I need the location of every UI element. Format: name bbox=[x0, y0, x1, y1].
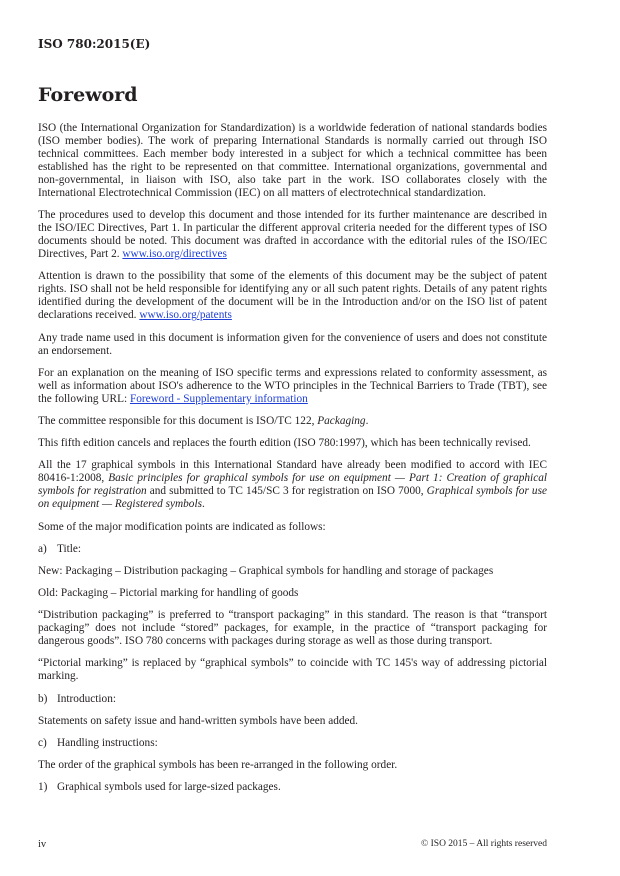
text-run: The procedures used to develop this document and those intended for its further maintenance are described in the ISO/IEC Directives, Part 1. In particular the different approval criteria needed for the different types of ISO documents should be noted. This document was drafted in accordance with the editorial rules of the ISO/IEC Directives, Part 2. bbox=[38, 209, 547, 261]
document-id-header: ISO 780:2015(E) bbox=[38, 37, 151, 51]
text-run: ISO (the International Organization for Standardization) is a worldwide federation of national standards bodies (ISO member bodies). The work of preparing International Standards is normally carried out through ISO technical committees. Each member body interested in a subject for which a technical committee has been established has the right to be represented on that committee. International organizations, governmental and non-governmental, in liaison with ISO, also take part in the work. ISO collaborates closely with the International Electrotechnical Commission (IEC) on all matters of electrotechnical standardization. bbox=[38, 122, 547, 199]
list-item bbox=[38, 543, 547, 556]
paragraph bbox=[38, 657, 547, 683]
text-run: For an explanation on the meaning of ISO specific terms and expressions related to conformity assessment, as well as information about ISO's adherence to the WTO principles in the Technical Barriers to Trade (TBT), see the following URL: bbox=[38, 366, 547, 405]
text-run: Statements on safety issue and hand-written symbols have been added. bbox=[38, 714, 358, 727]
list-item bbox=[38, 781, 547, 794]
foreword-body bbox=[38, 122, 547, 804]
paragraph bbox=[38, 521, 547, 534]
paragraph bbox=[38, 437, 547, 450]
paragraph bbox=[38, 415, 547, 428]
list-label: b) bbox=[38, 692, 48, 705]
paragraph bbox=[38, 459, 547, 511]
hyperlink[interactable]: www.iso.org/directives bbox=[122, 248, 227, 261]
list-label: 1) bbox=[38, 781, 48, 794]
text-run: The order of the graphical symbols has been re-arranged in the following order. bbox=[38, 759, 398, 772]
text-run: and submitted to TC 145/SC 3 for registration on ISO 7000, bbox=[146, 485, 427, 498]
text-run: Attention is drawn to the possibility that some of the elements of this document may be the subject of patent rights. ISO shall not be held responsible for identifying any or all such patent rights. Details of any patent rights identified during the development of the document will be in the Introduction and/or on the ISO list of patent declarations received. bbox=[38, 270, 547, 322]
page-number: iv bbox=[38, 839, 47, 850]
text-run: . bbox=[365, 414, 369, 427]
copyright-notice: © ISO 2015 – All rights reserved bbox=[421, 839, 547, 849]
paragraph bbox=[38, 270, 547, 322]
paragraph bbox=[38, 587, 547, 600]
paragraph bbox=[38, 759, 547, 772]
text-run: Any trade name used in this document is information given for the convenience of users and does not constitute an endorsement. bbox=[38, 331, 547, 357]
text-run: . bbox=[202, 498, 205, 511]
text-run: The committee responsible for this document is ISO/TC 122, bbox=[38, 414, 318, 427]
italic-text: Basic principles for graphical symbols for use on equipment — Part 1: Creation of graphical symbols for registration bbox=[38, 472, 547, 498]
paragraph bbox=[38, 565, 547, 578]
paragraph bbox=[38, 609, 547, 648]
text-run: Title: bbox=[57, 542, 82, 555]
italic-text: Packaging bbox=[317, 414, 366, 427]
text-run: “Distribution packaging” is preferred to “transport packaging” in this standard. The reason is that “transport packaging” does not include “stored” packages, for example, in the practice of “transport packaging for dangerous goods”. ISO 780 concerns with packages during storage as well as those during transport. bbox=[38, 609, 547, 648]
text-run: “Pictorial marking” is replaced by “graphical symbols” to coincide with TC 145's way of addressing pictorial marking. bbox=[38, 657, 547, 683]
text-run: Graphical symbols used for large-sized packages. bbox=[57, 781, 281, 794]
section-title: Foreword bbox=[38, 84, 138, 106]
paragraph bbox=[38, 367, 547, 406]
italic-text: Graphical symbols for use on equipment — Registered symbols bbox=[38, 485, 547, 511]
list-item bbox=[38, 693, 547, 706]
paragraph bbox=[38, 209, 547, 261]
list-item bbox=[38, 737, 547, 750]
text-run: Introduction: bbox=[57, 692, 116, 705]
paragraph bbox=[38, 332, 547, 358]
list-label: c) bbox=[38, 737, 47, 749]
paragraph bbox=[38, 122, 547, 200]
text-run: New: Packaging – Distribution packaging – Graphical symbols for handling and storage of packages bbox=[38, 564, 494, 577]
text-run: Some of the major modification points are indicated as follows: bbox=[38, 520, 326, 533]
paragraph bbox=[38, 715, 547, 728]
hyperlink[interactable]: Foreword - Supplementary information bbox=[129, 392, 308, 405]
text-run: Handling instructions: bbox=[57, 737, 158, 749]
hyperlink[interactable]: www.iso.org/patents bbox=[139, 309, 232, 322]
text-run: This fifth edition cancels and replaces the fourth edition (ISO 780:1997), which has been technically revised. bbox=[38, 437, 531, 450]
text-run: Old: Packaging – Pictorial marking for handling of goods bbox=[38, 587, 299, 600]
list-label: a) bbox=[38, 542, 47, 555]
text-run: All the 17 graphical symbols in this International Standard have already been modified to accord with IEC 80416-1:2008, bbox=[38, 459, 547, 485]
